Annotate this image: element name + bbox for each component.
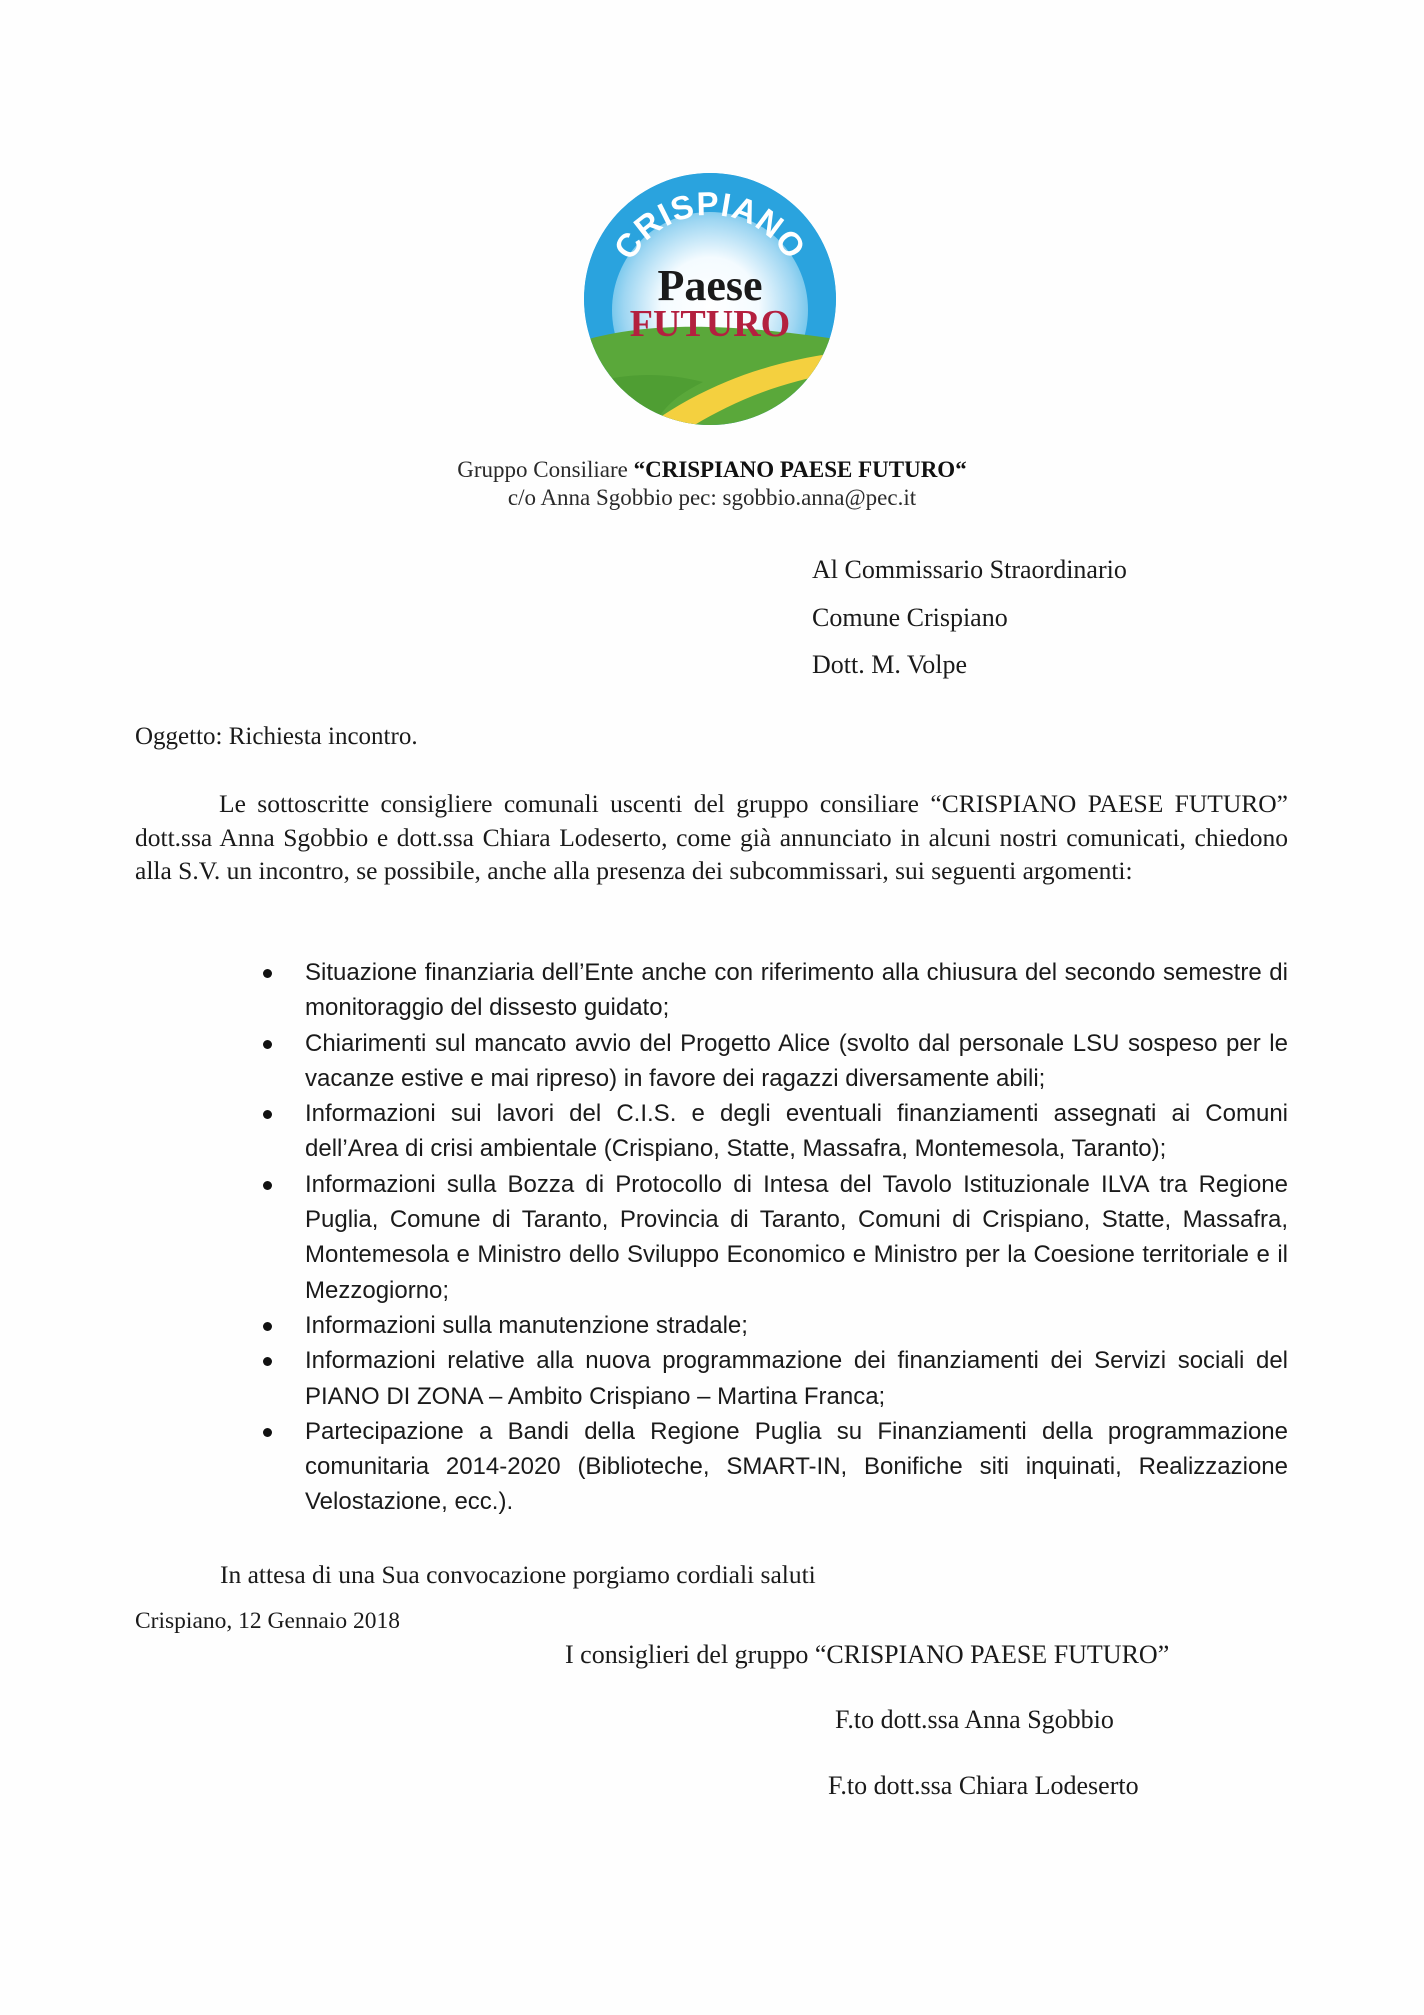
- date-line: Crispiano, 12 Gennaio 2018: [135, 1608, 400, 1634]
- recipient-line: Dott. M. Volpe: [812, 650, 968, 679]
- bullet-icon: [263, 1110, 272, 1119]
- list-item: [258, 1343, 1288, 1414]
- bullet-icon: [263, 1357, 272, 1366]
- topics-list: [258, 955, 1288, 1520]
- signature-anna-sgobbio: F.to dott.ssa Anna Sgobbio: [835, 1705, 1114, 1734]
- list-item: [258, 1026, 1288, 1097]
- topic-text: Chiarimenti sul mancato avvio del Progetto Alice (svolto dal personale LSU sospeso per le vacanze estive e mai ripreso) in favore dei ragazzi diversamente abili;: [305, 1029, 1288, 1092]
- closing-line: In attesa di una Sua convocazione porgiamo cordiali saluti: [220, 1560, 816, 1589]
- topic-text: Informazioni relative alla nuova programmazione dei finanziamenti dei Servizi sociali del PIANO DI ZONA – Ambito Crispiano – Martina Franca;: [305, 1347, 1288, 1410]
- topic-text: Situazione finanziaria dell’Ente anche con riferimento alla chiusura del secondo semestre di monitoraggio del dissesto guidato;: [305, 959, 1288, 1022]
- bullet-icon: [263, 969, 272, 978]
- topic-text: Informazioni sui lavori del C.I.S. e degli eventuali finanziamenti assegnati ai Comuni dell’Area di crisi ambientale (Crispiano, Statte, Massafra, Montemesola, Taranto);: [305, 1100, 1288, 1163]
- logo-arc-text: CRISPIANO: [606, 184, 814, 266]
- signature-chiara-lodeserto: F.to dott.ssa Chiara Lodeserto: [828, 1771, 1139, 1800]
- logo-word-paese: Paese: [657, 261, 763, 310]
- letterhead-group-name: “CRISPIANO PAESE FUTURO“: [633, 457, 967, 482]
- list-item: [258, 1096, 1288, 1167]
- bullet-icon: [263, 1040, 272, 1049]
- letterhead-group-prefix: Gruppo Consiliare: [457, 457, 634, 482]
- list-item: [258, 955, 1288, 1026]
- topic-text: Informazioni sulla manutenzione stradale;: [305, 1311, 748, 1339]
- bullet-icon: [263, 1181, 272, 1190]
- crispiano-paese-futuro-logo-icon: [583, 172, 837, 426]
- list-item: [258, 1414, 1288, 1520]
- party-logo: [583, 172, 837, 426]
- topic-text: Informazioni sulla Bozza di Protocollo di Intesa del Tavolo Istituzionale ILVA tra Regione Puglia, Comune di Taranto, Provincia di Taranto, Comuni di Crispiano, Statte, Massafra, Montemesola e Ministro dello Sviluppo Economico e Ministro per la Coesione territoriale e il Mezzogiorno;: [305, 1170, 1288, 1304]
- recipient-block: [812, 546, 1127, 689]
- body-paragraph: Le sottoscritte consigliere comunali uscenti del gruppo consiliare “CRISPIANO PAESE FUTURO” dott.ssa Anna Sgobbio e dott.ssa Chiara Lodeserto, come già annunciato in alcuni nostri comunicati, chiedono alla S.V. un incontro, se possibile, anche alla presenza dei subcommissari, sui seguenti argomenti:: [135, 789, 1288, 885]
- subject-line: Oggetto: Richiesta incontro.: [135, 723, 418, 750]
- logo-word-futuro: FUTURO: [629, 303, 791, 345]
- topic-text: Partecipazione a Bandi della Regione Puglia su Finanziamenti della programmazione comunitaria 2014-2020 (Biblioteche, SMART-IN, Bonifiche siti inquinati, Realizzazione Velostazione, ecc.).: [305, 1417, 1288, 1516]
- letterhead-contact-line: c/o Anna Sgobbio pec: sgobbio.anna@pec.it: [507, 485, 917, 510]
- list-item: [258, 1167, 1288, 1308]
- list-item: [258, 1308, 1288, 1343]
- signoff-line: I consiglieri del gruppo “CRISPIANO PAESE FUTURO”: [565, 1640, 1170, 1669]
- recipient-line: Comune Crispiano: [812, 602, 1008, 632]
- bullet-icon: [263, 1322, 272, 1331]
- bullet-icon: [263, 1428, 272, 1437]
- letterhead-group-line: [0, 456, 1424, 484]
- recipient-line: Al Commissario Straordinario: [812, 555, 1127, 584]
